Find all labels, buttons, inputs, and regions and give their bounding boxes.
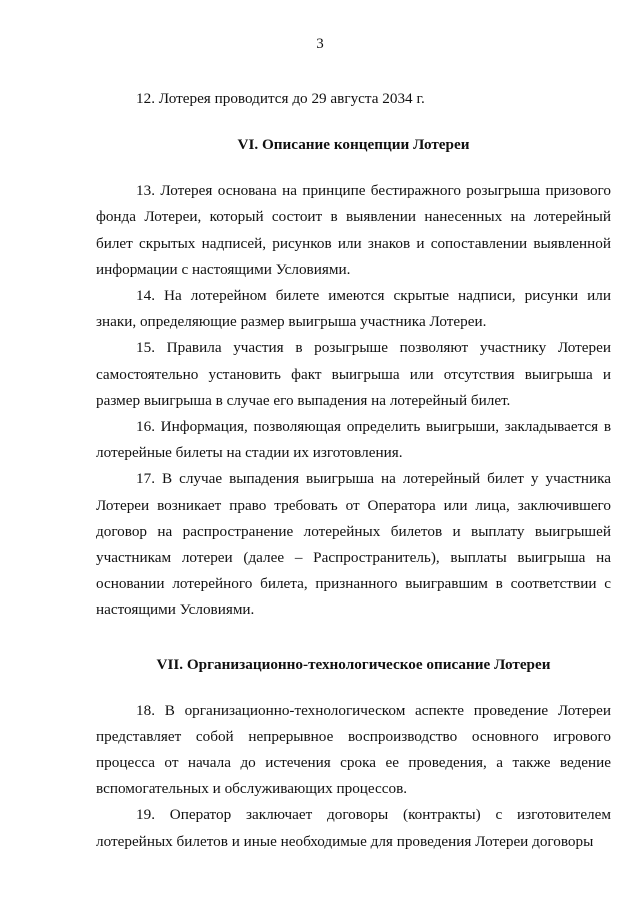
section-6-title: VI. Описание концепции Лотереи (237, 136, 470, 154)
paragraph-15: 15. Правила участия в розыгрыше позволяют участнику Лотереи самостоятельно установить факт выигрыша или отсутствия выигрыша и размер выигрыша в случае его выпадения на лотерейный билет. (96, 339, 611, 409)
paragraph-12: 12. Лотерея проводится до 29 августа 2034 г. (136, 90, 425, 107)
document-body (96, 86, 611, 855)
page-number: 3 (316, 36, 324, 52)
section-7-title: VII. Организационно-технологическое описание Лотереи (156, 655, 551, 673)
paragraph-14: 14. На лотерейном билете имеются скрытые надписи, рисунки или знаки, определяющие размер выигрыша участника Лотереи. (96, 287, 611, 331)
paragraph-18: 18. В организационно-технологическом аспекте проведение Лотереи представляет собой непрерывное воспроизводство основного игрового процесса от начала до истечения срока ее проведения, а также ведение вспомогательных и обслуживающих процессов. (96, 701, 611, 798)
paragraph-16: 16. Информация, позволяющая определить выигрыши, закладывается в лотерейные билеты на стадии их изготовления. (96, 418, 611, 462)
paragraph-13: 13. Лотерея основана на принципе бестиражного розыгрыша призового фонда Лотереи, который состоит в выявлении нанесенных на лотерейный билет скрытых надписей, рисунков или знаков и сопоставлении выявленной информации с настоящими Условиями. (96, 182, 611, 278)
paragraph-17: 17. В случае выпадения выигрыша на лотерейный билет у участника Лотереи возникает право требовать от Оператора или лица, заключившего договор на распространение лотерейных билетов и выплату выигрышей участникам лотереи (далее – Распространитель), выплаты выигрыша на основании лотерейного билета, признанного выигравшим в соответствии с настоящими Условиями. (96, 470, 611, 619)
paragraph-19: 19. Оператор заключает договоры (контракты) с изготовителем лотерейных билетов и иные необходимые для проведения Лотереи договоры (96, 806, 611, 850)
